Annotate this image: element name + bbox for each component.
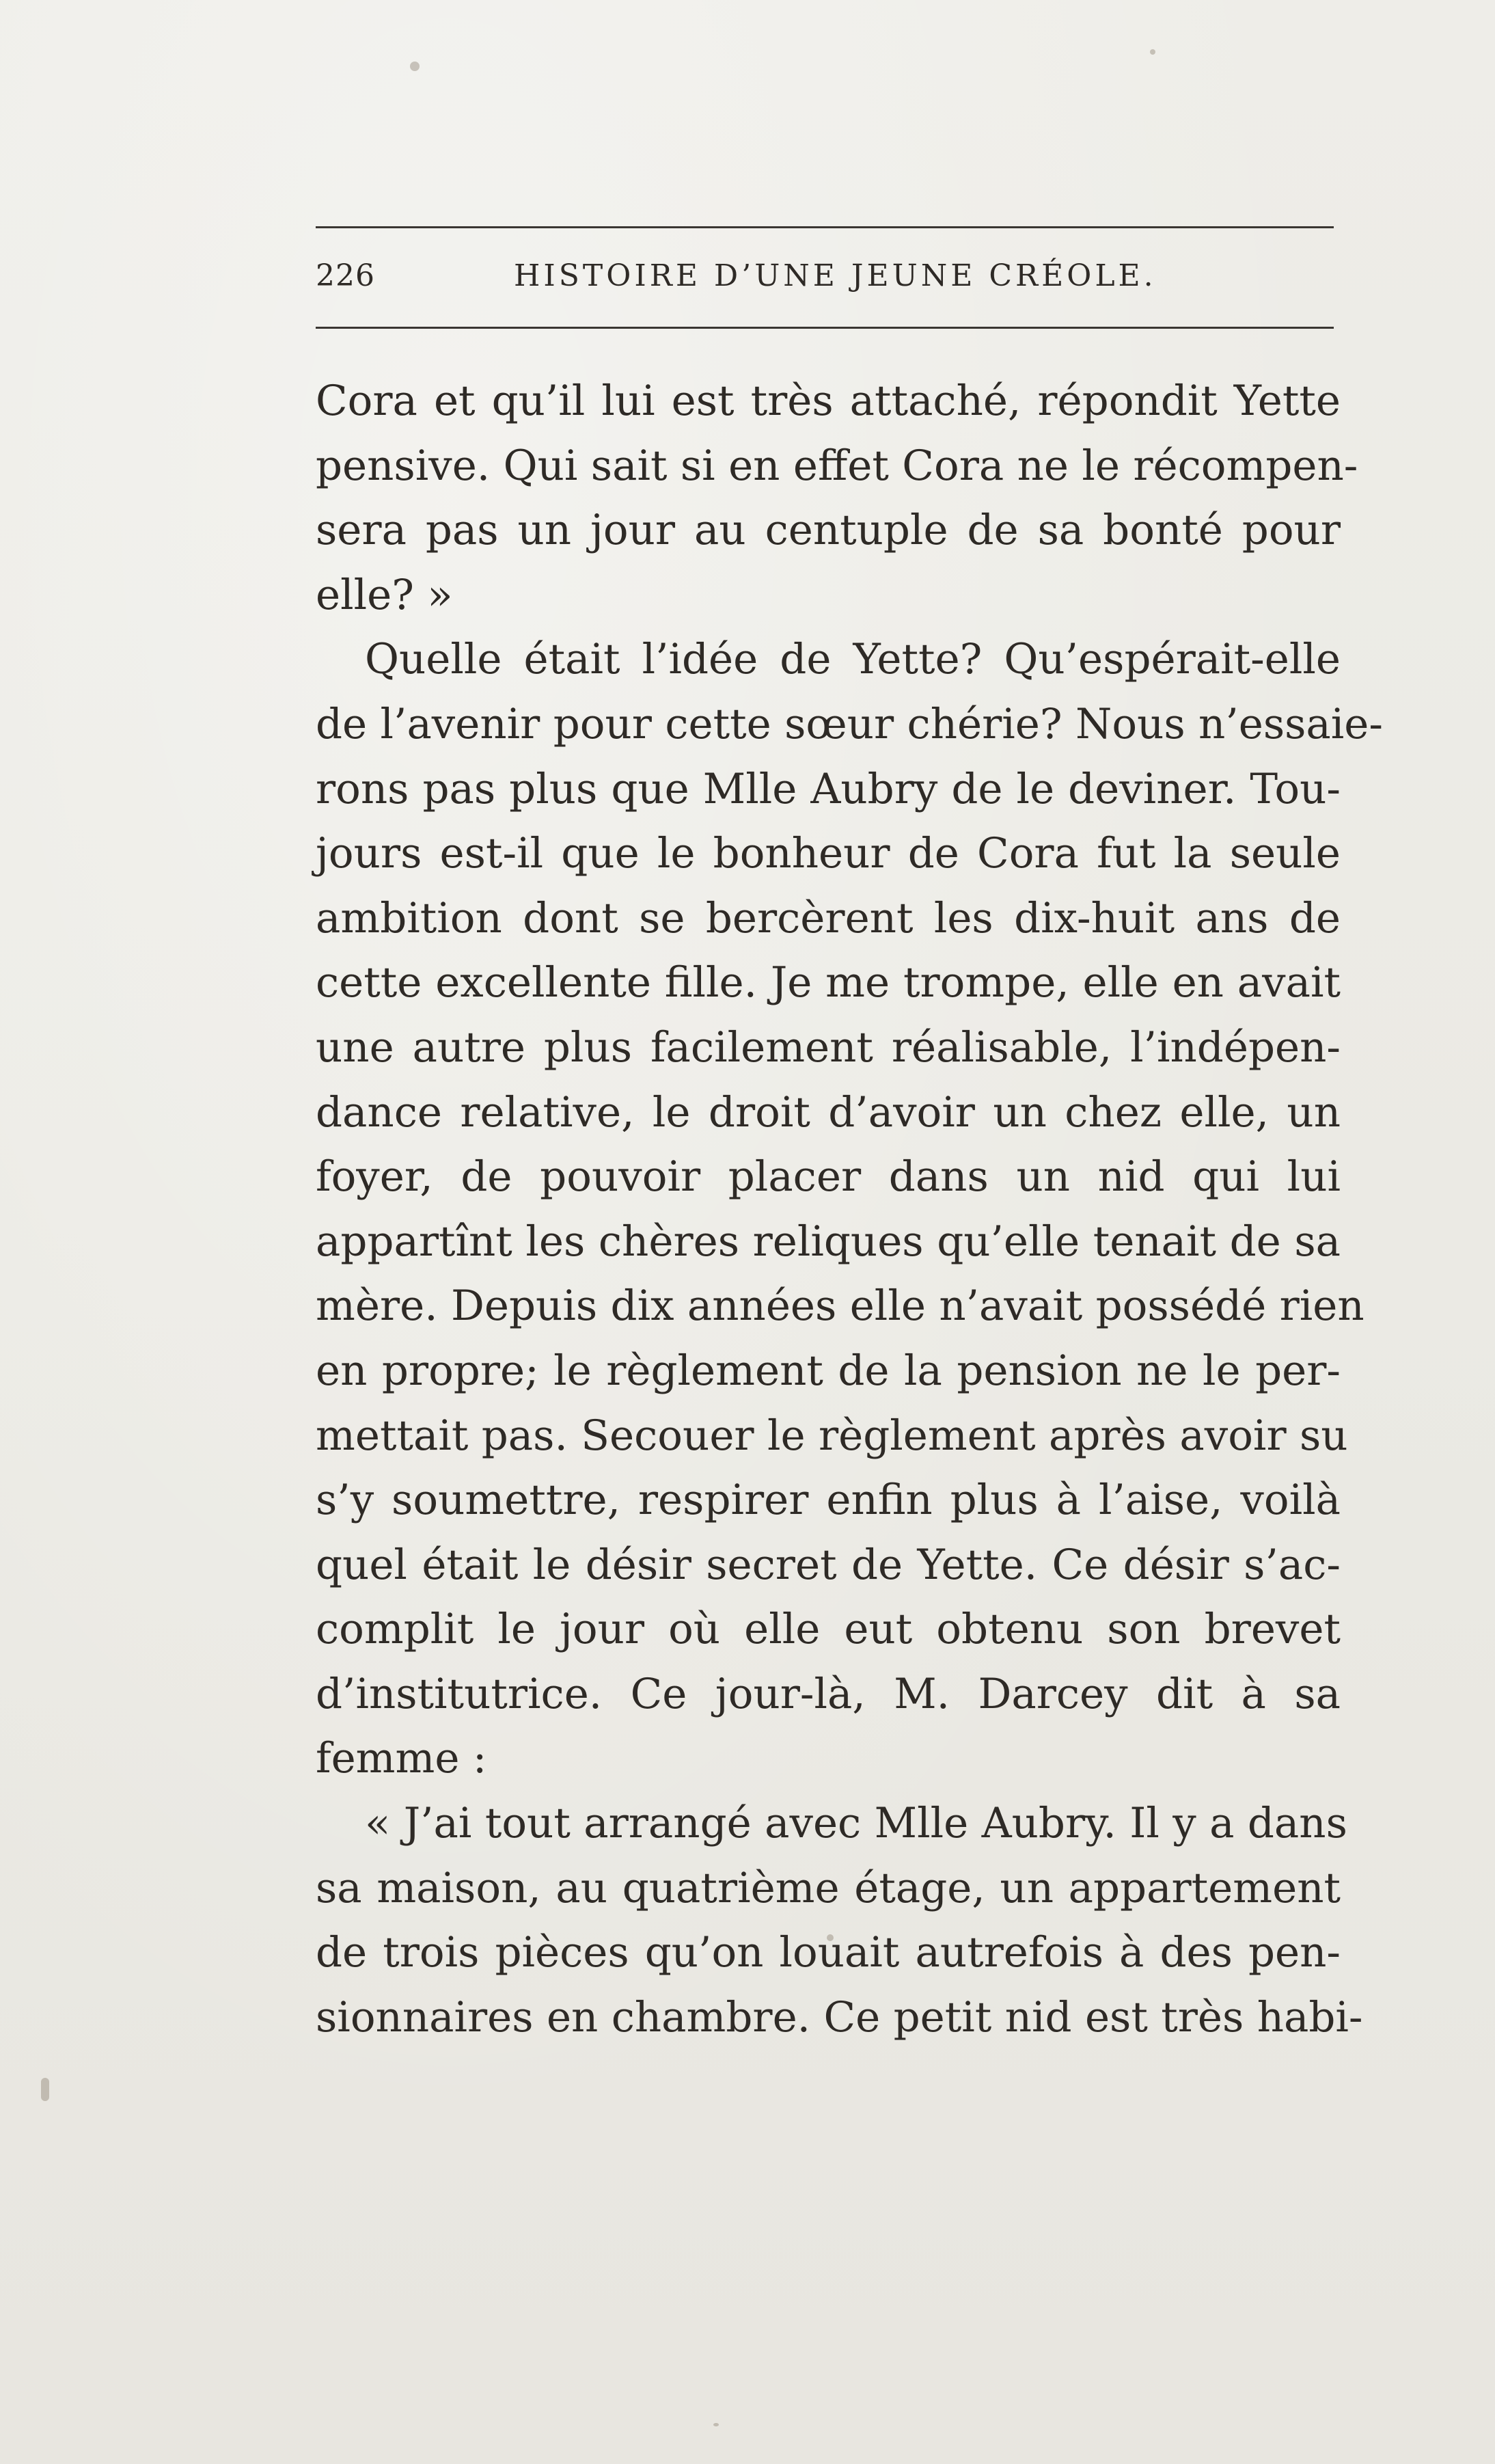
paper-speck [410, 62, 420, 71]
text-line: dance relative, le droit d’avoir un chez elle, un [316, 1087, 1341, 1137]
text-line: de trois pièces qu’on louait autrefois à des pen- [316, 1928, 1341, 1977]
text-line: pensive. Qui sait si en effet Cora ne le récompen- [316, 441, 1358, 490]
paper-speck [713, 2423, 719, 2426]
text-line: femme : [316, 1734, 487, 1783]
running-title: HISTOIRE D’UNE JEUNE CRÉOLE. [514, 258, 1157, 293]
text-line: foyer, de pouvoir placer dans un nid qui lui [316, 1152, 1341, 1202]
text-line: de l’avenir pour cette sœur chérie? Nous n’essaie- [316, 699, 1384, 748]
text-line: ambition dont se bercèrent les dix-huit ans de [316, 893, 1341, 943]
text-line: cette excellente fille. Je me trompe, elle en avait [316, 958, 1341, 1007]
text-line: elle? » [316, 570, 453, 619]
text-line: appartînt les chères reliques qu’elle tenait de sa [316, 1217, 1341, 1266]
paper-speck [41, 2078, 49, 2101]
text-line: une autre plus facilement réalisable, l’indépen- [316, 1023, 1341, 1072]
header-bottom-rule [316, 327, 1334, 329]
header-top-rule [316, 226, 1334, 228]
text-line: mettait pas. Secouer le règlement après avoir su [316, 1411, 1348, 1460]
text-line: complit le jour où elle eut obtenu son brevet [316, 1605, 1341, 1654]
text-line: en propre; le règlement de la pension ne le per- [316, 1346, 1341, 1395]
text-line: jours est-il que le bonheur de Cora fut la seule [316, 829, 1341, 878]
text-line: s’y soumettre, respirer enfin plus à l’aise, voilà [316, 1476, 1341, 1525]
text-line: mère. Depuis dix années elle n’avait possédé rien [316, 1282, 1364, 1331]
text-line: sa maison, au quatrième étage, un appartement [316, 1863, 1341, 1912]
text-line: Cora et qu’il lui est très attaché, répondit Yette [316, 377, 1341, 425]
running-head [316, 258, 1334, 306]
text-line: rons pas plus que Mlle Aubry de le deviner. Tou- [316, 764, 1341, 813]
text-line: Quelle était l’idée de Yette? Qu’espérait-elle [365, 635, 1341, 684]
text-line: « J’ai tout arrangé avec Mlle Aubry. Il y a dans [365, 1799, 1347, 1848]
text-line: sera pas un jour au centuple de sa bonté pour [316, 506, 1341, 555]
text-line: quel était le désir secret de Yette. Ce désir s’ac- [316, 1540, 1341, 1589]
text-line: d’institutrice. Ce jour-là, M. Darcey dit à sa [316, 1669, 1341, 1718]
paper-speck [827, 1934, 834, 1941]
page-number: 226 [316, 258, 375, 293]
body-text [316, 369, 1384, 2050]
text-line: sionnaires en chambre. Ce petit nid est très habi- [316, 1992, 1363, 2042]
paper-speck [1150, 49, 1155, 55]
